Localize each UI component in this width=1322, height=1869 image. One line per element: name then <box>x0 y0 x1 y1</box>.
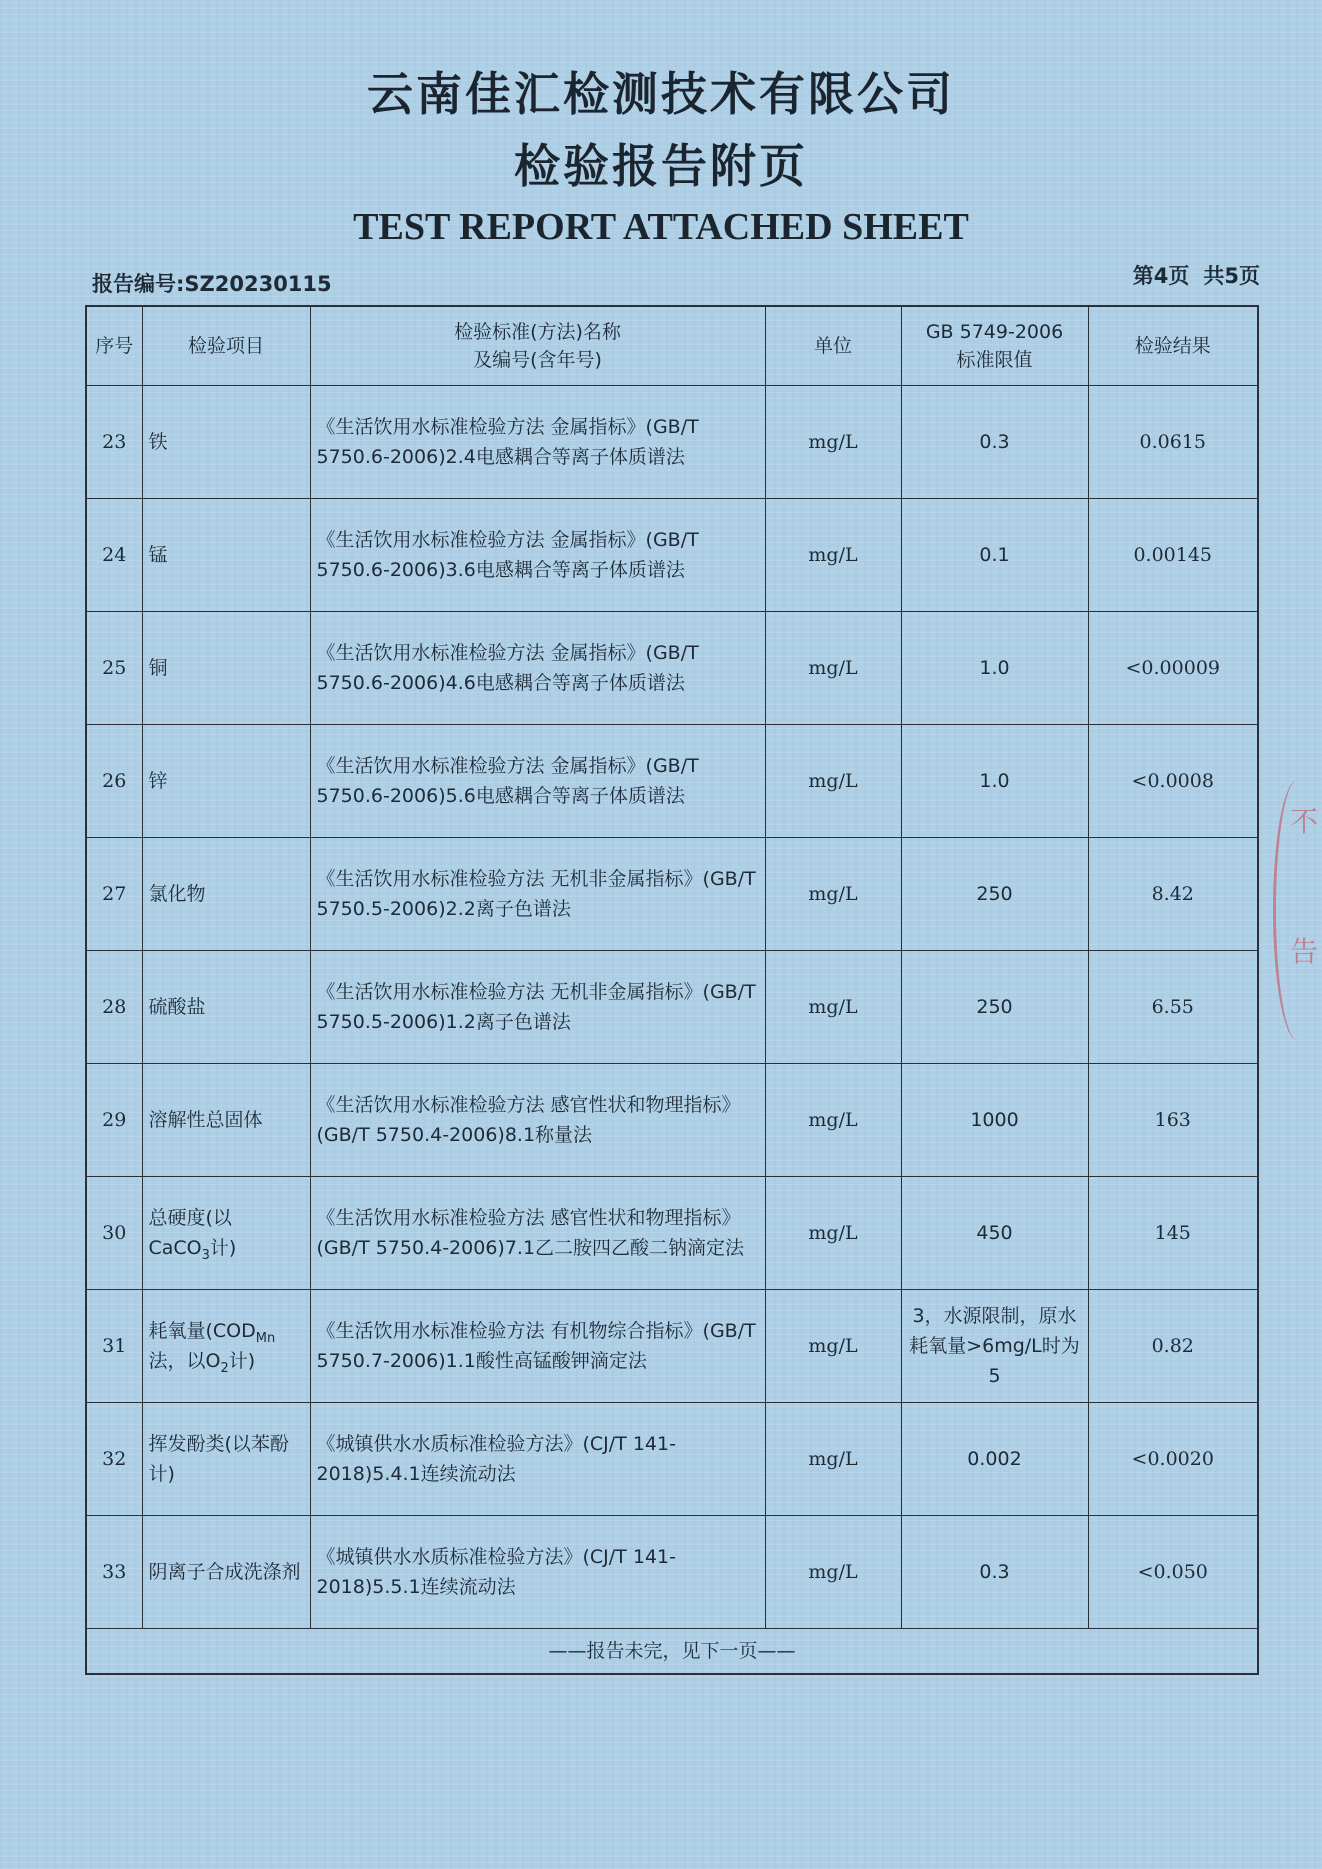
row-limit: 1.0 <box>901 612 1088 725</box>
results-table <box>85 305 1259 1675</box>
row-seq: 25 <box>86 612 142 725</box>
row-method: 《生活饮用水标准检验方法 感官性状和物理指标》(GB/T 5750.4-2006)7.1乙二胺四乙酸二钠滴定法 <box>310 1177 765 1290</box>
row-seq: 31 <box>86 1290 142 1403</box>
row-seq: 32 <box>86 1403 142 1516</box>
col-method-line1: 检验标准(方法)名称 <box>454 321 621 343</box>
row-item: 铁 <box>142 386 310 499</box>
col-item: 检验项目 <box>142 306 310 386</box>
row-limit: 1000 <box>901 1064 1088 1177</box>
table-row <box>86 1064 1258 1177</box>
col-limit-line2: 标准限值 <box>956 349 1033 371</box>
row-result: 163 <box>1088 1064 1258 1177</box>
page-info <box>1119 260 1260 290</box>
row-item: 氯化物 <box>142 838 310 951</box>
table-row <box>86 1516 1258 1629</box>
table-row <box>86 725 1258 838</box>
row-seq: 24 <box>86 499 142 612</box>
row-result: 8.42 <box>1088 838 1258 951</box>
report-number: 报告编号:SZ20230115 <box>92 272 332 296</box>
item-text: 法，以O <box>148 1350 221 1372</box>
table-row <box>86 1290 1258 1403</box>
row-result: <0.00009 <box>1088 612 1258 725</box>
col-unit: 单位 <box>765 306 901 386</box>
row-result: 0.82 <box>1088 1290 1258 1403</box>
company-name: 云南佳汇检测技术有限公司 <box>367 67 955 121</box>
row-limit: 450 <box>901 1177 1088 1290</box>
row-seq: 33 <box>86 1516 142 1629</box>
row-method: 《生活饮用水标准检验方法 无机非金属指标》(GB/T 5750.5-2006)1.2离子色谱法 <box>310 951 765 1064</box>
row-method: 《城镇供水水质标准检验方法》(CJ/T 141-2018)5.4.1连续流动法 <box>310 1403 765 1516</box>
row-limit: 1.0 <box>901 725 1088 838</box>
table-footer-row <box>86 1629 1258 1675</box>
row-seq: 28 <box>86 951 142 1064</box>
row-item: 铜 <box>142 612 310 725</box>
row-item: 阴离子合成洗涤剂 <box>142 1516 310 1629</box>
stamp-char: 告 <box>1290 935 1319 968</box>
row-unit: mg/L <box>765 1064 901 1177</box>
row-limit: 0.1 <box>901 499 1088 612</box>
item-text: 耗氧量(COD <box>148 1320 256 1342</box>
col-method <box>310 306 765 386</box>
row-unit: mg/L <box>765 838 901 951</box>
row-seq: 29 <box>86 1064 142 1177</box>
row-item <box>142 1290 310 1403</box>
row-item: 挥发酚类(以苯酚计) <box>142 1403 310 1516</box>
row-item: 溶解性总固体 <box>142 1064 310 1177</box>
row-result: 6.55 <box>1088 951 1258 1064</box>
page-total: 共5页 <box>1203 264 1260 288</box>
col-seq: 序号 <box>86 306 142 386</box>
row-unit: mg/L <box>765 725 901 838</box>
table-row <box>86 1177 1258 1290</box>
row-item <box>142 1177 310 1290</box>
item-subscript: Mn <box>255 1330 276 1346</box>
row-limit: 0.3 <box>901 1516 1088 1629</box>
item-text: 总硬度(以 <box>148 1207 232 1229</box>
row-method: 《生活饮用水标准检验方法 金属指标》(GB/T 5750.6-2006)2.4电感耦合等离子体质谱法 <box>310 386 765 499</box>
row-method: 《生活饮用水标准检验方法 感官性状和物理指标》(GB/T 5750.4-2006)8.1称量法 <box>310 1064 765 1177</box>
row-unit: mg/L <box>765 951 901 1064</box>
red-stamp-edge <box>1273 780 1322 1040</box>
row-unit: mg/L <box>765 1403 901 1516</box>
row-seq: 30 <box>86 1177 142 1290</box>
row-unit: mg/L <box>765 499 901 612</box>
continued-note: ——报告未完，见下一页—— <box>86 1629 1258 1675</box>
row-unit: mg/L <box>765 1290 901 1403</box>
row-seq: 26 <box>86 725 142 838</box>
row-method: 《城镇供水水质标准检验方法》(CJ/T 141-2018)5.5.1连续流动法 <box>310 1516 765 1629</box>
report-title-en: TEST REPORT ATTACHED SHEET <box>353 206 969 248</box>
row-method: 《生活饮用水标准检验方法 金属指标》(GB/T 5750.6-2006)4.6电感耦合等离子体质谱法 <box>310 612 765 725</box>
col-result: 检验结果 <box>1088 306 1258 386</box>
row-limit: 0.002 <box>901 1403 1088 1516</box>
row-result: 145 <box>1088 1177 1258 1290</box>
row-method: 《生活饮用水标准检验方法 无机非金属指标》(GB/T 5750.5-2006)2.2离子色谱法 <box>310 838 765 951</box>
row-method: 《生活饮用水标准检验方法 金属指标》(GB/T 5750.6-2006)5.6电感耦合等离子体质谱法 <box>310 725 765 838</box>
row-unit: mg/L <box>765 612 901 725</box>
row-result: <0.0020 <box>1088 1403 1258 1516</box>
row-seq: 23 <box>86 386 142 499</box>
row-unit: mg/L <box>765 1516 901 1629</box>
table-row <box>86 612 1258 725</box>
table-header-row <box>86 306 1258 386</box>
row-item: 锰 <box>142 499 310 612</box>
row-result: 0.00145 <box>1088 499 1258 612</box>
row-item: 硫酸盐 <box>142 951 310 1064</box>
item-subscript: 3 <box>201 1247 210 1263</box>
row-result: <0.0008 <box>1088 725 1258 838</box>
row-unit: mg/L <box>765 386 901 499</box>
row-limit: 250 <box>901 838 1088 951</box>
col-limit-line1: GB 5749-2006 <box>925 321 1064 343</box>
row-limit: 3，水源限制，原水耗氧量>6mg/L时为5 <box>901 1290 1088 1403</box>
row-seq: 27 <box>86 838 142 951</box>
report-title-cn: 检验报告附页 <box>514 139 808 193</box>
row-limit: 250 <box>901 951 1088 1064</box>
item-text: 计) <box>209 1237 237 1259</box>
row-unit: mg/L <box>765 1177 901 1290</box>
item-subscript: 2 <box>220 1360 229 1376</box>
row-method: 《生活饮用水标准检验方法 有机物综合指标》(GB/T 5750.7-2006)1.1酸性高锰酸钾滴定法 <box>310 1290 765 1403</box>
table-row <box>86 951 1258 1064</box>
row-item: 锌 <box>142 725 310 838</box>
table-row <box>86 499 1258 612</box>
row-result: 0.0615 <box>1088 386 1258 499</box>
item-text: 计) <box>228 1350 256 1372</box>
table-row <box>86 386 1258 499</box>
row-method: 《生活饮用水标准检验方法 金属指标》(GB/T 5750.6-2006)3.6电感耦合等离子体质谱法 <box>310 499 765 612</box>
table-row <box>86 1403 1258 1516</box>
page-number: 第4页 <box>1132 264 1190 288</box>
row-result: <0.050 <box>1088 1516 1258 1629</box>
row-limit: 0.3 <box>901 386 1088 499</box>
table-row <box>86 838 1258 951</box>
item-text: CaCO <box>148 1237 202 1259</box>
col-limit <box>901 306 1088 386</box>
stamp-char: 不 <box>1290 805 1319 838</box>
col-method-line2: 及编号(含年号) <box>473 349 602 371</box>
